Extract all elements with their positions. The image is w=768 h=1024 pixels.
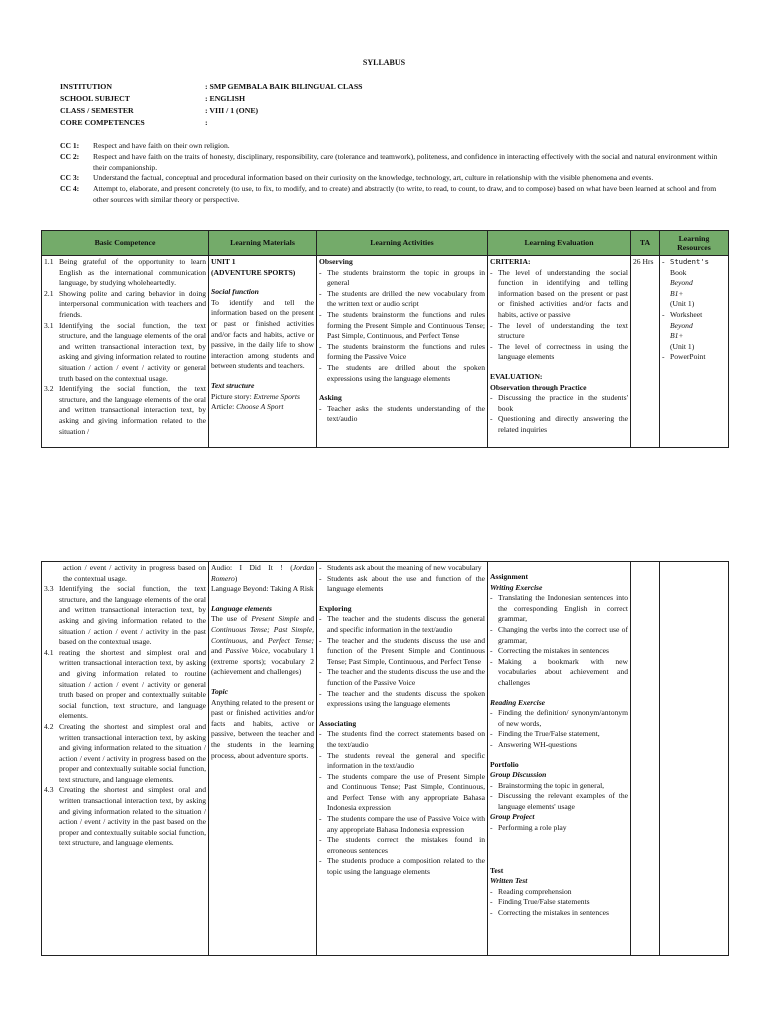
article <box>211 402 314 413</box>
resource-text: Book <box>670 267 687 277</box>
competence-text: Creating the shortest and simplest oral and written transactional interaction text, by asking and giving information related to the situation / action / event / activity in the past based on the proper and contextually suitable social function, text structure, and language elements. <box>59 785 206 848</box>
info-value: : VIII / 1 (ONE) <box>205 106 259 115</box>
language-beyond: Language Beyond: Taking A Risk <box>211 584 314 594</box>
topic-heading: Topic <box>211 686 229 696</box>
observation-text: Questioning and directly answering the related inquiries <box>498 414 628 434</box>
evaluation-item: - Changing the verbs into the correct use of grammar, <box>490 624 628 645</box>
audio-line <box>211 563 314 584</box>
activity-item: - The students brainstorm the functions and rules forming the Present Simple and Continuous Tense; Past Simple, Continuous, and Perfect Tense <box>319 309 485 341</box>
evaluation-text: Correcting the mistakes in sentences <box>498 646 609 656</box>
observation-item: - Questioning and directly answering the related inquiries <box>490 414 628 434</box>
unit-label: UNIT 1 <box>211 257 236 266</box>
resource-item: - Worksheet <box>662 310 726 321</box>
cc-item <box>60 173 720 184</box>
evaluation-text: Translating the Indonesian sentences into the corresponding English in correct grammar, <box>498 593 628 624</box>
resource-item <box>662 278 726 289</box>
evaluation-heading: EVALUATION: <box>490 371 543 381</box>
evaluation-item: - Making a bookmark with new vocabularies about achievement and challenges <box>490 656 628 687</box>
activity-text: The students correct the mistakes found in erroneous sentences <box>327 835 485 855</box>
learning-materials-cell <box>209 256 317 448</box>
criteria-text: The level of correctness in using the language elements <box>498 341 628 362</box>
activity-text: The teacher and the students discuss the use and function of the Present Simple and Continuous Tense; Past Simple, Continuous, and Perfect Tense <box>327 635 485 666</box>
learning-materials-cell <box>209 562 317 956</box>
resource-text: (Unit 1) <box>670 341 695 351</box>
elements-term: Continuous Tense; <box>211 624 270 634</box>
evaluation-item: - Finding the True/False statement, <box>490 729 628 740</box>
evaluation-text: Making a bookmark with new vocabularies about achievement and challenges <box>498 656 628 687</box>
info-value: : ENGLISH <box>205 94 246 103</box>
elements-text: and <box>211 646 226 656</box>
evaluation-item: - Finding True/False statements <box>490 897 628 908</box>
evaluation-text: Answering WH-questions <box>498 739 577 749</box>
criteria-item: - The level of understanding the social function in identifying and telling information based on the present or past or finished activities and/or facts and habits, active or passive <box>490 267 628 319</box>
assignment-heading: Assignment <box>490 572 528 581</box>
exploring-heading: Exploring <box>319 603 352 613</box>
audio-label: Audio: I Did It ! ( <box>211 563 293 572</box>
competence-item <box>44 584 206 648</box>
activity-text: The students brainstorm the functions and rules forming the Passive Voice <box>327 341 485 362</box>
competence-text: Being grateful of the opportunity to learn English as the international communication language, by studying wholeheartedly. <box>59 257 206 288</box>
activity-text: The teacher and the students discuss the use and the function of the Passive Voice <box>327 667 485 687</box>
cc-key: CC 4: <box>60 184 80 194</box>
evaluation-text: Finding the definition/ synonym/antonym of new words, <box>498 708 628 728</box>
evaluation-text: Finding True/False statements <box>498 897 590 907</box>
test-heading: Test <box>490 865 504 875</box>
evaluation-item: - Finding the definition/ synonym/antonym of new words, <box>490 708 628 728</box>
cc-text: Attempt to, elaborate, and present concretely (to use, to fix, to modify, and to create) and abstractly (to write, to read, to count, to draw, and to compose) based on what have been learned at school and from other sources with similar theory or perspective. <box>93 184 717 204</box>
activity-text: Students ask about the meaning of new vocabulary <box>327 563 482 572</box>
evaluation-text: Performing a role play <box>498 823 567 833</box>
resource-item: - PowerPoint <box>662 352 726 363</box>
reading-exercise-heading: Reading Exercise <box>490 697 546 707</box>
activity-text: The students produce a composition related to the topic using the language elements <box>327 856 485 877</box>
evaluation-text: Changing the verbs into the correct use of grammar, <box>498 624 628 645</box>
language-elements-heading: Language elements <box>211 603 272 613</box>
competence-item <box>44 648 206 722</box>
article-title: Choose A Sport <box>236 402 284 412</box>
competence-item <box>44 722 206 786</box>
resource-item <box>662 321 726 332</box>
criteria-item: - The level of understanding the text structure <box>490 320 628 341</box>
core-competences-list <box>60 141 720 206</box>
resource-text: B1+ <box>670 331 684 341</box>
competence-number: 4.1 <box>44 647 54 657</box>
competence-text: Identifying the social function, the text structure, and the language elements of the oral and written transactional interaction text, by asking and giving information related to the situation / <box>59 384 206 436</box>
evaluation-text: Reading comprehension <box>498 886 572 896</box>
activity-item: - The teacher and the students discuss the use and the function of the Passive Voice <box>319 667 485 687</box>
criteria-text: The level of understanding the text structure <box>498 320 628 341</box>
resource-text: PowerPoint <box>670 352 706 362</box>
evaluation-item: - Correcting the mistakes in sentences <box>490 646 628 657</box>
cc-text: Respect and have faith on the traits of honesty, disciplinary, responsibility, care (tolerance and teamwork), politeness, and confidence in interacting effectively with the social and natural environment within their companionship. <box>93 151 718 172</box>
competence-text: Creating the shortest and simplest oral and written transactional interaction text, by asking and giving information related to the situation / action / event / activity in progress based on the proper and contextually suitable social function, text structure, and language elements. <box>59 721 206 784</box>
cc-item <box>60 141 720 152</box>
unit-title: (ADVENTURE SPORTS) <box>211 267 296 277</box>
info-label: CORE COMPETENCES <box>60 118 145 127</box>
basic-competence-cell <box>42 562 209 956</box>
header-basic-competence: Basic Competence <box>42 231 209 256</box>
picture-story-title: Extreme Sports <box>253 391 300 401</box>
activity-item: - Teacher asks the students understanding of the text/audio <box>319 403 485 424</box>
social-function-heading: Social function <box>211 287 259 297</box>
audio-artist: Jordan Romero <box>211 563 314 583</box>
picture-story-label: Picture story: <box>211 391 252 401</box>
activity-text: The students compare the use of Present Simple and Continuous Tense; Past Simple, Continuous, and Perfect Tense with any appropriate Bahasa Indonesia expression <box>327 771 485 813</box>
header-ta: TA <box>631 231 660 256</box>
evaluation-item: - Answering WH-questions <box>490 740 628 751</box>
resource-item: - Student's <box>662 257 726 268</box>
activity-text: The teacher and the students discuss the general and specific information in the text/audio <box>327 614 485 634</box>
activity-text: The teacher and the students discuss the spoken expressions using the language elements <box>327 688 485 709</box>
learning-activities-cell <box>317 562 488 956</box>
audio-close: ) <box>234 573 238 583</box>
evaluation-item: - Reading comprehension <box>490 887 628 898</box>
criteria-item: - The level of correctness in using the language elements <box>490 341 628 362</box>
activity-item: - The teacher and the students discuss the general and specific information in the text/audio <box>319 614 485 634</box>
learning-activities-cell <box>317 256 488 448</box>
group-discussion-heading: Group Discussion <box>490 770 547 780</box>
syllabus-table-page-1 <box>41 230 729 448</box>
resource-text: Worksheet <box>670 309 703 319</box>
syllabus-table-page-2 <box>41 561 729 956</box>
learning-evaluation-cell <box>488 256 631 448</box>
ta-cell <box>631 256 660 448</box>
activity-item: - The teacher and the students discuss the spoken expressions using the language elements <box>319 688 485 709</box>
competence-item <box>44 257 206 289</box>
elements-text: vocabulary 1 (extreme sports); vocabulary 2 (achievement and challenges) <box>211 646 314 677</box>
language-elements-text <box>211 614 314 678</box>
header-learning-activities: Learning Activities <box>317 231 488 256</box>
observation-heading: Observation through Practice <box>490 382 587 392</box>
article-label: Article: <box>211 402 235 412</box>
syllabus-info <box>60 81 480 129</box>
evaluation-text: Discussing the relevant examples of the language elements' usage <box>498 791 628 811</box>
competence-number: 3.2 <box>44 384 54 394</box>
table-row <box>42 256 729 448</box>
info-value: : <box>205 118 208 127</box>
elements-text: and <box>247 635 268 645</box>
text-structure-heading: Text structure <box>211 380 255 390</box>
activity-text: The students find the correct statements based on the text/audio <box>327 729 485 749</box>
info-label: CLASS / SEMESTER <box>60 106 134 115</box>
info-row <box>60 81 480 93</box>
activity-text: The students brainstorm the topic in groups in general <box>327 267 485 288</box>
header-learning-evaluation: Learning Evaluation <box>488 231 631 256</box>
header-learning-resources: Learning Resources <box>660 231 729 256</box>
competence-item <box>44 384 206 437</box>
page-title: SYLLABUS <box>362 58 406 67</box>
activity-item: - The students find the correct statements based on the text/audio <box>319 729 485 749</box>
activity-text: The students are drilled about the spoken expressions using the language elements <box>327 362 485 383</box>
evaluation-text: Finding the True/False statement, <box>498 729 600 739</box>
resource-text: B1+ <box>670 288 684 298</box>
competence-item <box>44 289 206 321</box>
competence-number: 4.2 <box>44 721 54 731</box>
resource-text: Student's <box>670 257 709 266</box>
cc-key: CC 1: <box>60 141 80 150</box>
writing-exercise-heading: Writing Exercise <box>490 582 543 592</box>
activity-text: The students reveal the general and specific information in the text/audio <box>327 750 485 771</box>
criteria-text: The level of understanding the social function in identifying and telling information based on the present or past or finished activities and/or facts and habits, active or passive <box>498 267 628 319</box>
info-label: SCHOOL SUBJECT <box>60 94 130 103</box>
elements-term: Passive Voice, <box>225 646 270 656</box>
asking-heading: Asking <box>319 393 342 403</box>
activity-text: Students ask about the use and function of the language elements <box>327 573 485 594</box>
learning-evaluation-cell <box>488 562 631 956</box>
resource-text: (Unit 1) <box>670 299 695 309</box>
elements-text: The use of <box>211 614 252 624</box>
activity-item: - The students compare the use of Present Simple and Continuous Tense; Past Simple, Continuous, and Perfect Tense with any appropriate Bahasa Indonesia expression <box>319 771 485 813</box>
ta-cell <box>631 562 660 956</box>
observation-item: - Discussing the practice in the students' book <box>490 393 628 413</box>
basic-competence-cell <box>42 256 209 448</box>
observation-text: Discussing the practice in the students' book <box>498 393 628 413</box>
activity-item: - The students compare the use of Passive Voice with any appropriate Bahasa Indonesia expression <box>319 814 485 834</box>
resource-text: Beyond <box>670 278 693 288</box>
activity-item: - The students brainstorm the topic in groups in general <box>319 267 485 288</box>
competence-item <box>44 785 206 849</box>
activity-item: - The students brainstorm the functions and rules forming the Passive Voice <box>319 341 485 362</box>
info-row <box>60 117 480 129</box>
elements-text: and <box>299 614 314 624</box>
elements-term: Past Simple, Continuous, <box>211 624 314 645</box>
competence-text: Identifying the social function, the text structure, and the language elements of the oral and written transactional interaction text, by asking and giving information related to routine situation / action / event / activity or general truth based on the contextual usage. <box>59 320 206 383</box>
social-function-text: To identify and tell the information based on the present or past or finished activities and/or facts and habits, active or passive, in the daily life to show interaction among students and between students and teachers. <box>211 297 314 371</box>
evaluation-item: - Translating the Indonesian sentences into the corresponding English in correct grammar, <box>490 593 628 624</box>
competence-text: Showing polite and caring behavior in doing interpersonal communication with teachers and friends. <box>59 288 206 319</box>
header-learning-materials: Learning Materials <box>209 231 317 256</box>
info-label: INSTITUTION <box>60 82 112 91</box>
evaluation-item: - Performing a role play <box>490 823 628 834</box>
learning-resources-cell <box>660 256 729 448</box>
activity-item: - The students produce a composition related to the topic using the language elements <box>319 856 485 877</box>
competence-number: 4.3 <box>44 785 54 795</box>
evaluation-item: - Correcting the mistakes in sentences <box>490 908 628 919</box>
portfolio-heading: Portfolio <box>490 759 519 769</box>
competence-number: 2.1 <box>44 288 54 298</box>
table-row <box>42 562 729 956</box>
competence-number: 3.3 <box>44 584 54 594</box>
resource-item <box>662 331 726 342</box>
info-value: : SMP GEMBALA BAIK BILINGUAL CLASS <box>205 82 363 91</box>
competence-continued: action / event / activity in progress based on the contextual usage. <box>63 563 206 583</box>
competence-text: reating the shortest and simplest oral and written transactional interaction text, by asking and giving information related to routine situation / action / event / activity or general truth based on proper and contextually suitable social function, text structure, and language elements. <box>59 647 206 721</box>
resource-item <box>662 299 726 310</box>
activity-item: - The teacher and the students discuss the use and function of the Present Simple and Continuous Tense; Past Simple, Continuous, and Perfect Tense <box>319 635 485 666</box>
resource-item <box>662 342 726 353</box>
competence-number: 1.1 <box>44 257 54 266</box>
activity-text: The students compare the use of Passive Voice with any appropriate Bahasa Indonesia expression <box>327 814 485 834</box>
competence-text: Identifying the social function, the text structure, and the language elements of the oral and written transactional interaction text, by asking and giving information related to the situation / action / event / activity in the past based on the contextual usage. <box>59 584 206 647</box>
cc-key: CC 3: <box>60 173 80 183</box>
competence-item <box>44 321 206 385</box>
observing-heading: Observing <box>319 257 353 266</box>
resource-item <box>662 268 726 279</box>
evaluation-text: Correcting the mistakes in sentences <box>498 908 609 918</box>
activity-item: - Students ask about the meaning of new vocabulary <box>319 563 485 574</box>
written-test-heading: Written Test <box>490 876 528 886</box>
activity-item: - The students correct the mistakes found in erroneous sentences <box>319 835 485 855</box>
activity-text: The students are drilled the new vocabulary from the written text or audio script <box>327 288 485 309</box>
activity-item: - Students ask about the use and function of the language elements <box>319 573 485 594</box>
cc-item <box>60 184 720 206</box>
criteria-heading: CRITERIA: <box>490 257 531 266</box>
elements-term: Perfect Tense; <box>267 635 314 645</box>
resource-item <box>662 289 726 300</box>
evaluation-item: - Discussing the relevant examples of the language elements' usage <box>490 791 628 811</box>
cc-text: Understand the factual, conceptual and procedural information based on their curiosity on the knowledge, technology, art, culture in relationship with the visible phenomena and events. <box>93 173 654 183</box>
topic-text: Anything related to the present or past or finished activities and/or facts and habits, active or passive, between the teacher and the students in the learning process, about adventure sports. <box>211 697 314 760</box>
evaluation-item: - Brainstorming the topic in general, <box>490 781 628 792</box>
cc-key: CC 2: <box>60 151 80 161</box>
associating-heading: Associating <box>319 718 357 728</box>
resource-text: Beyond <box>670 320 693 330</box>
activity-text: Teacher asks the students understanding of the text/audio <box>327 403 485 424</box>
cc-item <box>60 152 720 174</box>
table-header-row <box>42 231 729 256</box>
competence-number: 3.1 <box>44 320 54 330</box>
evaluation-text: Brainstorming the topic in general, <box>498 780 605 790</box>
activity-item: - The students reveal the general and specific information in the text/audio <box>319 750 485 771</box>
learning-resources-cell <box>660 562 729 956</box>
activity-item: - The students are drilled about the spoken expressions using the language elements <box>319 362 485 383</box>
picture-story <box>211 392 314 403</box>
info-row <box>60 105 480 117</box>
activity-text: The students brainstorm the functions and rules forming the Present Simple and Continuous Tense; Past Simple, Continuous, and Perfect Tense <box>327 309 485 341</box>
cc-text: Respect and have faith on their own religion. <box>93 141 230 150</box>
group-project-heading: Group Project <box>490 812 535 822</box>
elements-term: Present Simple <box>251 614 299 624</box>
ta-hours: 26 Hrs <box>633 257 654 266</box>
info-row <box>60 93 480 105</box>
activity-item: - The students are drilled the new vocabulary from the written text or audio script <box>319 288 485 309</box>
